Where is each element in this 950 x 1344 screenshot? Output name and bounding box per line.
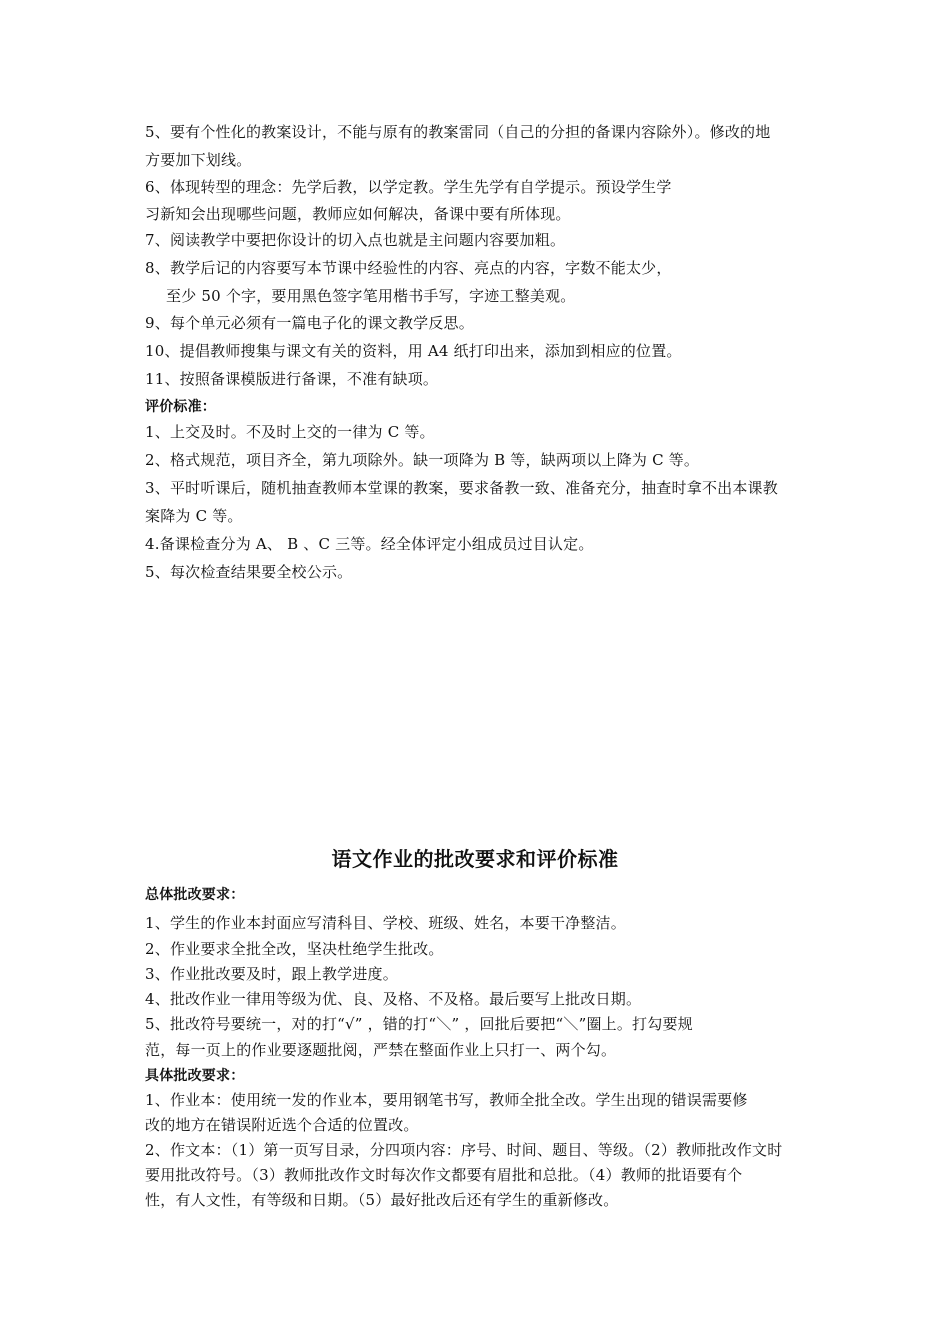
text-line: 5、要有个性化的教案设计，不能与原有的教案雷同（自己的分担的备课内容除外）。修改的地 <box>145 123 771 141</box>
text-line: 1、学生的作业本封面应写清科目、学校、班级、姓名，本要干净整洁。 <box>145 914 626 932</box>
section-heading: 评价标准： <box>145 399 216 415</box>
text-line: 要用批改符号。（3）教师批改作文时每次作文都要有眉批和总批。（4）教师的批语要有个 <box>145 1166 743 1184</box>
text-line: 至少 50 个字，要用黑色签字笔用楷书手写，字迹工整美观。 <box>166 287 576 305</box>
text-line: 1、上交及时。不及时上交的一律为 C 等。 <box>145 423 435 441</box>
text-line: 1、作业本：使用统一发的作业本，要用钢笔书写，教师全批全改。学生出现的错误需要修 <box>145 1091 748 1109</box>
text-line: 4.备课检查分为 A、 B 、C 三等。经全体评定小组成员过目认定。 <box>145 535 594 553</box>
text-line: 6、体现转型的理念：先学后教，以学定教。学生先学有自学提示。预设学生学 <box>145 178 672 196</box>
text-line: 5、每次检查结果要全校公示。 <box>145 563 353 581</box>
text-line: 2、格式规范，项目齐全，第九项除外。缺一项降为 B 等，缺两项以上降为 C 等。 <box>145 451 700 469</box>
section-heading: 具体批改要求： <box>145 1068 245 1084</box>
text-line: 2、作业要求全批全改，坚决杜绝学生批改。 <box>145 940 444 958</box>
text-line: 范，每一页上的作业要逐题批阅，严禁在整面作业上只打一、两个勾。 <box>145 1041 617 1059</box>
section-heading: 总体批改要求： <box>145 887 245 903</box>
text-line: 3、平时听课后，随机抽查教师本堂课的教案，要求备教一致、准备充分，抽查时拿不出本课教 <box>145 479 778 497</box>
text-line: 9、每个单元必须有一篇电子化的课文教学反思。 <box>145 314 474 332</box>
text-line: 8、教学后记的内容要写本节课中经验性的内容、亮点的内容，字数不能太少， <box>145 259 672 277</box>
text-line: 11、按照备课模版进行备课，不准有缺项。 <box>145 370 439 388</box>
text-line: 3、作业批改要及时，跟上教学进度。 <box>145 965 398 983</box>
text-line: 10、提倡教师搜集与课文有关的资料，用 A4 纸打印出来，添加到相应的位置。 <box>145 342 682 360</box>
text-line: 5、批改符号要统一，对的打“√” ，错的打“＼” ，回批后要把“＼”圈上。打勾要规 <box>145 1015 693 1033</box>
text-line: 2、作文本：（1）第一页写目录，分四项内容：序号、时间、题目、等级。（2）教师批改作文时 <box>145 1141 783 1159</box>
text-line: 4、批改作业一律用等级为优、良、及格、不及格。最后要写上批改日期。 <box>145 990 642 1008</box>
text-line: 方要加下划线。 <box>145 151 252 169</box>
text-line: 改的地方在错误附近选个合适的位置改。 <box>145 1116 419 1134</box>
text-line: 性，有人文性，有等级和日期。（5）最好批改后还有学生的重新修改。 <box>145 1191 619 1209</box>
text-line: 7、阅读教学中要把你设计的切入点也就是主问题内容要加粗。 <box>145 231 566 249</box>
text-line: 案降为 C 等。 <box>145 507 243 525</box>
text-line: 习新知会出现哪些问题，教师应如何解决，备课中要有所体现。 <box>145 205 571 223</box>
page-title: 语文作业的批改要求和评价标准 <box>331 847 619 871</box>
